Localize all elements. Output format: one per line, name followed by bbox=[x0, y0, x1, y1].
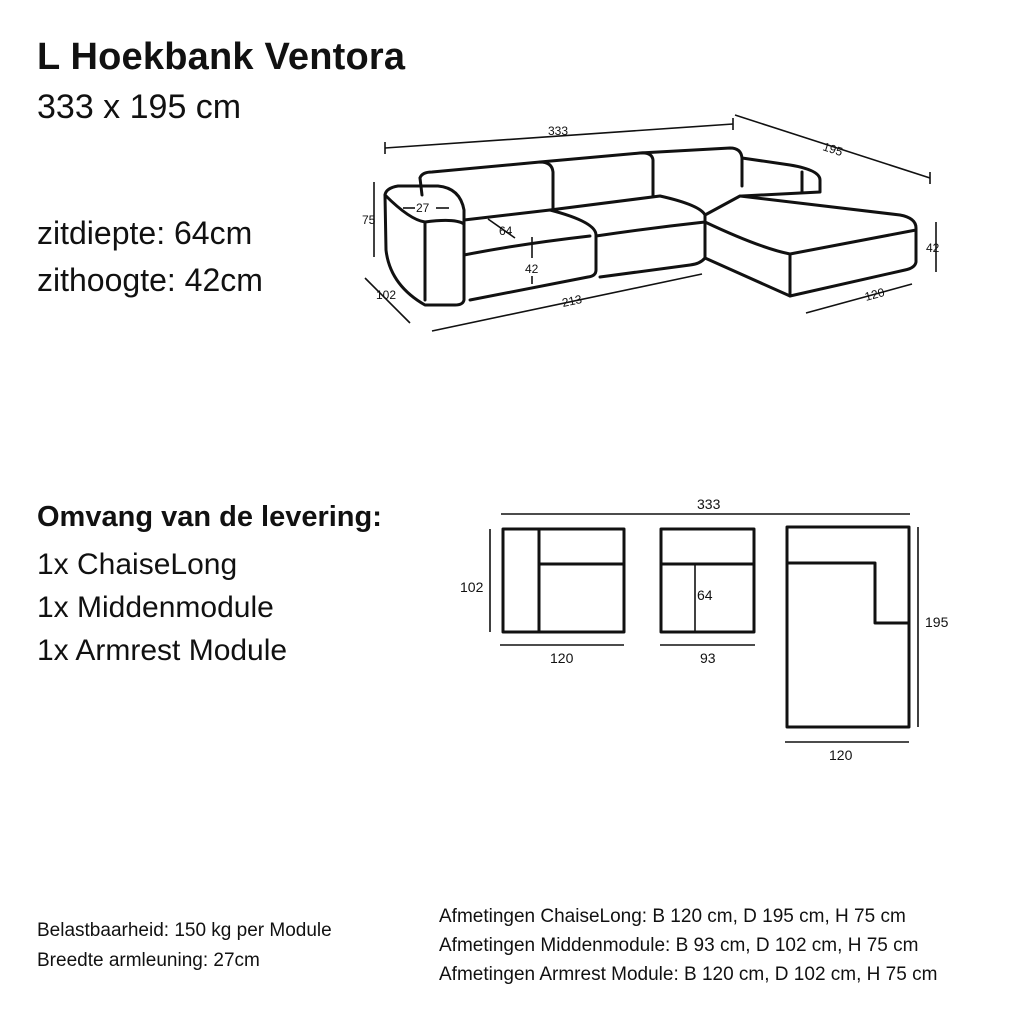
label-chaise-depth: 195 bbox=[925, 614, 949, 630]
delivery-item: 1x Armrest Module bbox=[37, 634, 288, 667]
label-seat-depth-top: 64 bbox=[697, 587, 713, 603]
seat-height-text: zithoogte: 42cm bbox=[37, 262, 263, 298]
label-height-left: 75 bbox=[362, 213, 376, 227]
delivery-heading: Omvang van de levering: bbox=[37, 501, 382, 533]
armrest-module-outline bbox=[503, 529, 624, 632]
armrest-width-text: Breedte armleuning: 27cm bbox=[37, 950, 260, 971]
dimensions-middle-text: Afmetingen Middenmodule: B 93 cm, D 102 cm, H 75 cm bbox=[439, 935, 919, 956]
label-middle-width: 93 bbox=[700, 650, 716, 666]
load-capacity-text: Belastbaarheid: 150 kg per Module bbox=[37, 920, 332, 941]
chaise-module-outline bbox=[787, 527, 909, 727]
dimensions-chaise-text: Afmetingen ChaiseLong: B 120 cm, D 195 cm, H 75 cm bbox=[439, 906, 906, 927]
label-depth-right: 195 bbox=[821, 139, 845, 160]
delivery-item: 1x ChaiseLong bbox=[37, 548, 238, 581]
label-depth-left: 102 bbox=[376, 288, 397, 302]
label-chaise-width-top: 120 bbox=[829, 747, 853, 763]
middle-module-outline bbox=[661, 529, 754, 632]
label-depth: 102 bbox=[460, 579, 484, 595]
overall-dimensions: 333 x 195 cm bbox=[37, 88, 242, 126]
label-chaise-height: 42 bbox=[926, 241, 940, 255]
page-title: L Hoekbank Ventora bbox=[37, 36, 406, 78]
label-width-top: 333 bbox=[548, 124, 569, 138]
label-armrest: 27 bbox=[416, 201, 430, 215]
label-seat-height: 42 bbox=[525, 262, 539, 276]
label-total-width: 333 bbox=[697, 496, 721, 512]
seat-depth-text: zitdiepte: 64cm bbox=[37, 215, 253, 251]
dimensions-armrest-text: Afmetingen Armrest Module: B 120 cm, D 102 cm, H 75 cm bbox=[439, 964, 938, 985]
label-front-width: 213 bbox=[560, 292, 584, 310]
label-armrest-width: 120 bbox=[550, 650, 574, 666]
delivery-item: 1x Middenmodule bbox=[37, 591, 274, 624]
label-seat-depth: 64 bbox=[499, 224, 513, 238]
label-chaise-width: 120 bbox=[863, 285, 887, 304]
